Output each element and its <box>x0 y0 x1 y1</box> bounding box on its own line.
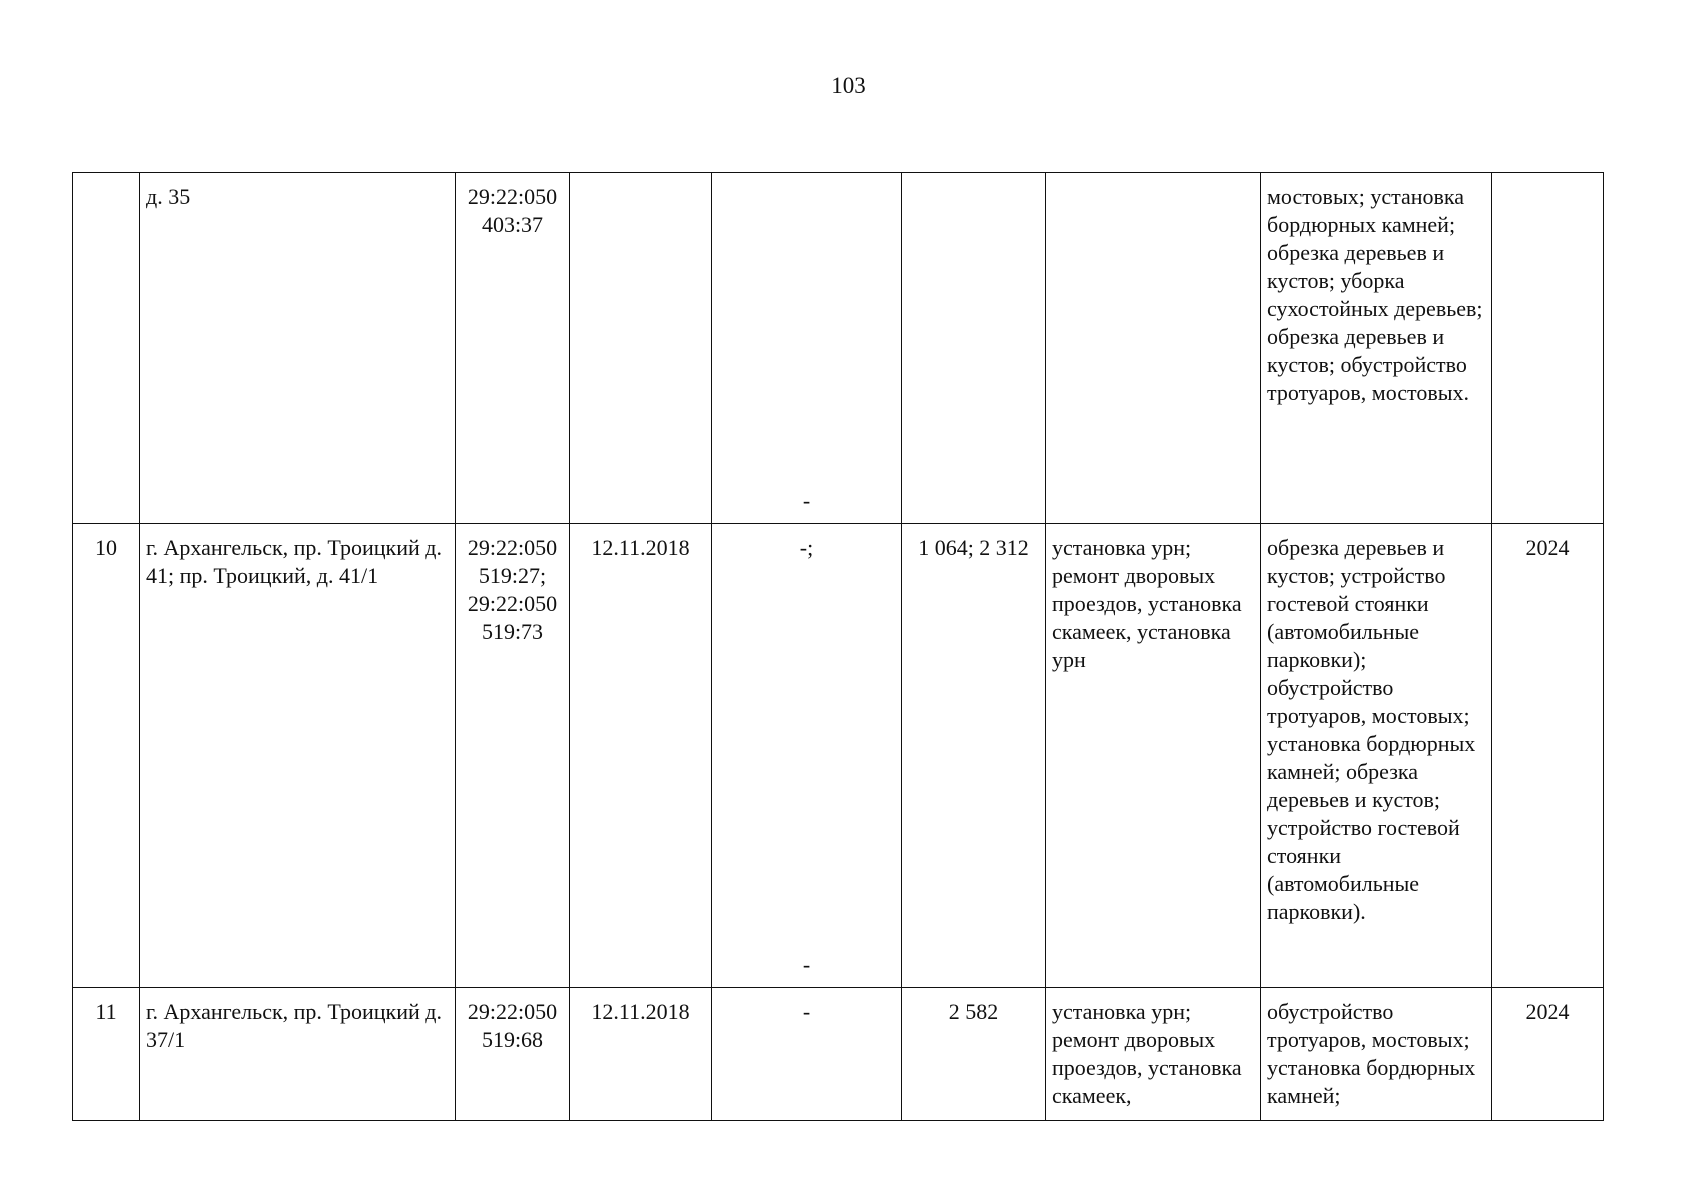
date-cell: 12.11.2018 <box>570 988 712 1121</box>
year-cell <box>1492 173 1604 524</box>
year-cell: 2024 <box>1492 988 1604 1121</box>
row-number: 11 <box>73 988 140 1121</box>
additional-works-cell: обустройство тротуаров, мостовых; установка бордюрных камней; <box>1261 988 1492 1121</box>
date-cell <box>570 173 712 524</box>
area-cell: 1 064; 2 312 <box>902 524 1046 988</box>
year-cell: 2024 <box>1492 524 1604 988</box>
address-cell: г. Архангельск, пр. Троицкий д. 37/1 <box>140 988 456 1121</box>
additional-works-cell: обрезка деревьев и кустов; устройство гостевой стоянки (автомобильные парковки); обустройство тротуаров, мостовых; установка бордюрных камней; обрезка деревьев и кустов; устройство гостевой стоянки (автомобильные парковки). <box>1261 524 1492 988</box>
dash-top: -; <box>799 535 814 560</box>
minimum-works-cell <box>1046 173 1261 524</box>
date-cell: 12.11.2018 <box>570 524 712 988</box>
dash-cell <box>712 524 902 988</box>
dash-bottom: - <box>802 488 811 513</box>
cadastral-number-cell: 29:22:050 519:27; 29:22:050 519:73 <box>456 524 570 988</box>
cadastral-number-cell: 29:22:050 519:68 <box>456 988 570 1121</box>
table-row <box>73 173 1604 524</box>
row-number <box>73 173 140 524</box>
table-row <box>73 988 1604 1121</box>
cadastral-number-cell: 29:22:050 403:37 <box>456 173 570 524</box>
row-number: 10 <box>73 524 140 988</box>
address-cell: г. Архангельск, пр. Троицкий д. 41; пр. Троицкий, д. 41/1 <box>140 524 456 988</box>
address-cell: д. 35 <box>140 173 456 524</box>
dash-cell <box>712 173 902 524</box>
page-number: 103 <box>831 73 866 98</box>
area-cell <box>902 173 1046 524</box>
registry-table <box>72 172 1604 1121</box>
minimum-works-cell: установка урн; ремонт дворовых проездов, установка скамеек, установка урн <box>1046 524 1261 988</box>
table-row <box>73 524 1604 988</box>
additional-works-cell: мостовых; установка бордюрных камней; обрезка деревьев и кустов; уборка сухостойных деревьев; обрезка деревьев и кустов; обустройство тротуаров, мостовых. <box>1261 173 1492 524</box>
dash-bottom: - <box>802 952 811 977</box>
minimum-works-cell: установка урн; ремонт дворовых проездов, установка скамеек, <box>1046 988 1261 1121</box>
dash-top: - <box>802 999 811 1024</box>
dash-cell <box>712 988 902 1121</box>
area-cell: 2 582 <box>902 988 1046 1121</box>
